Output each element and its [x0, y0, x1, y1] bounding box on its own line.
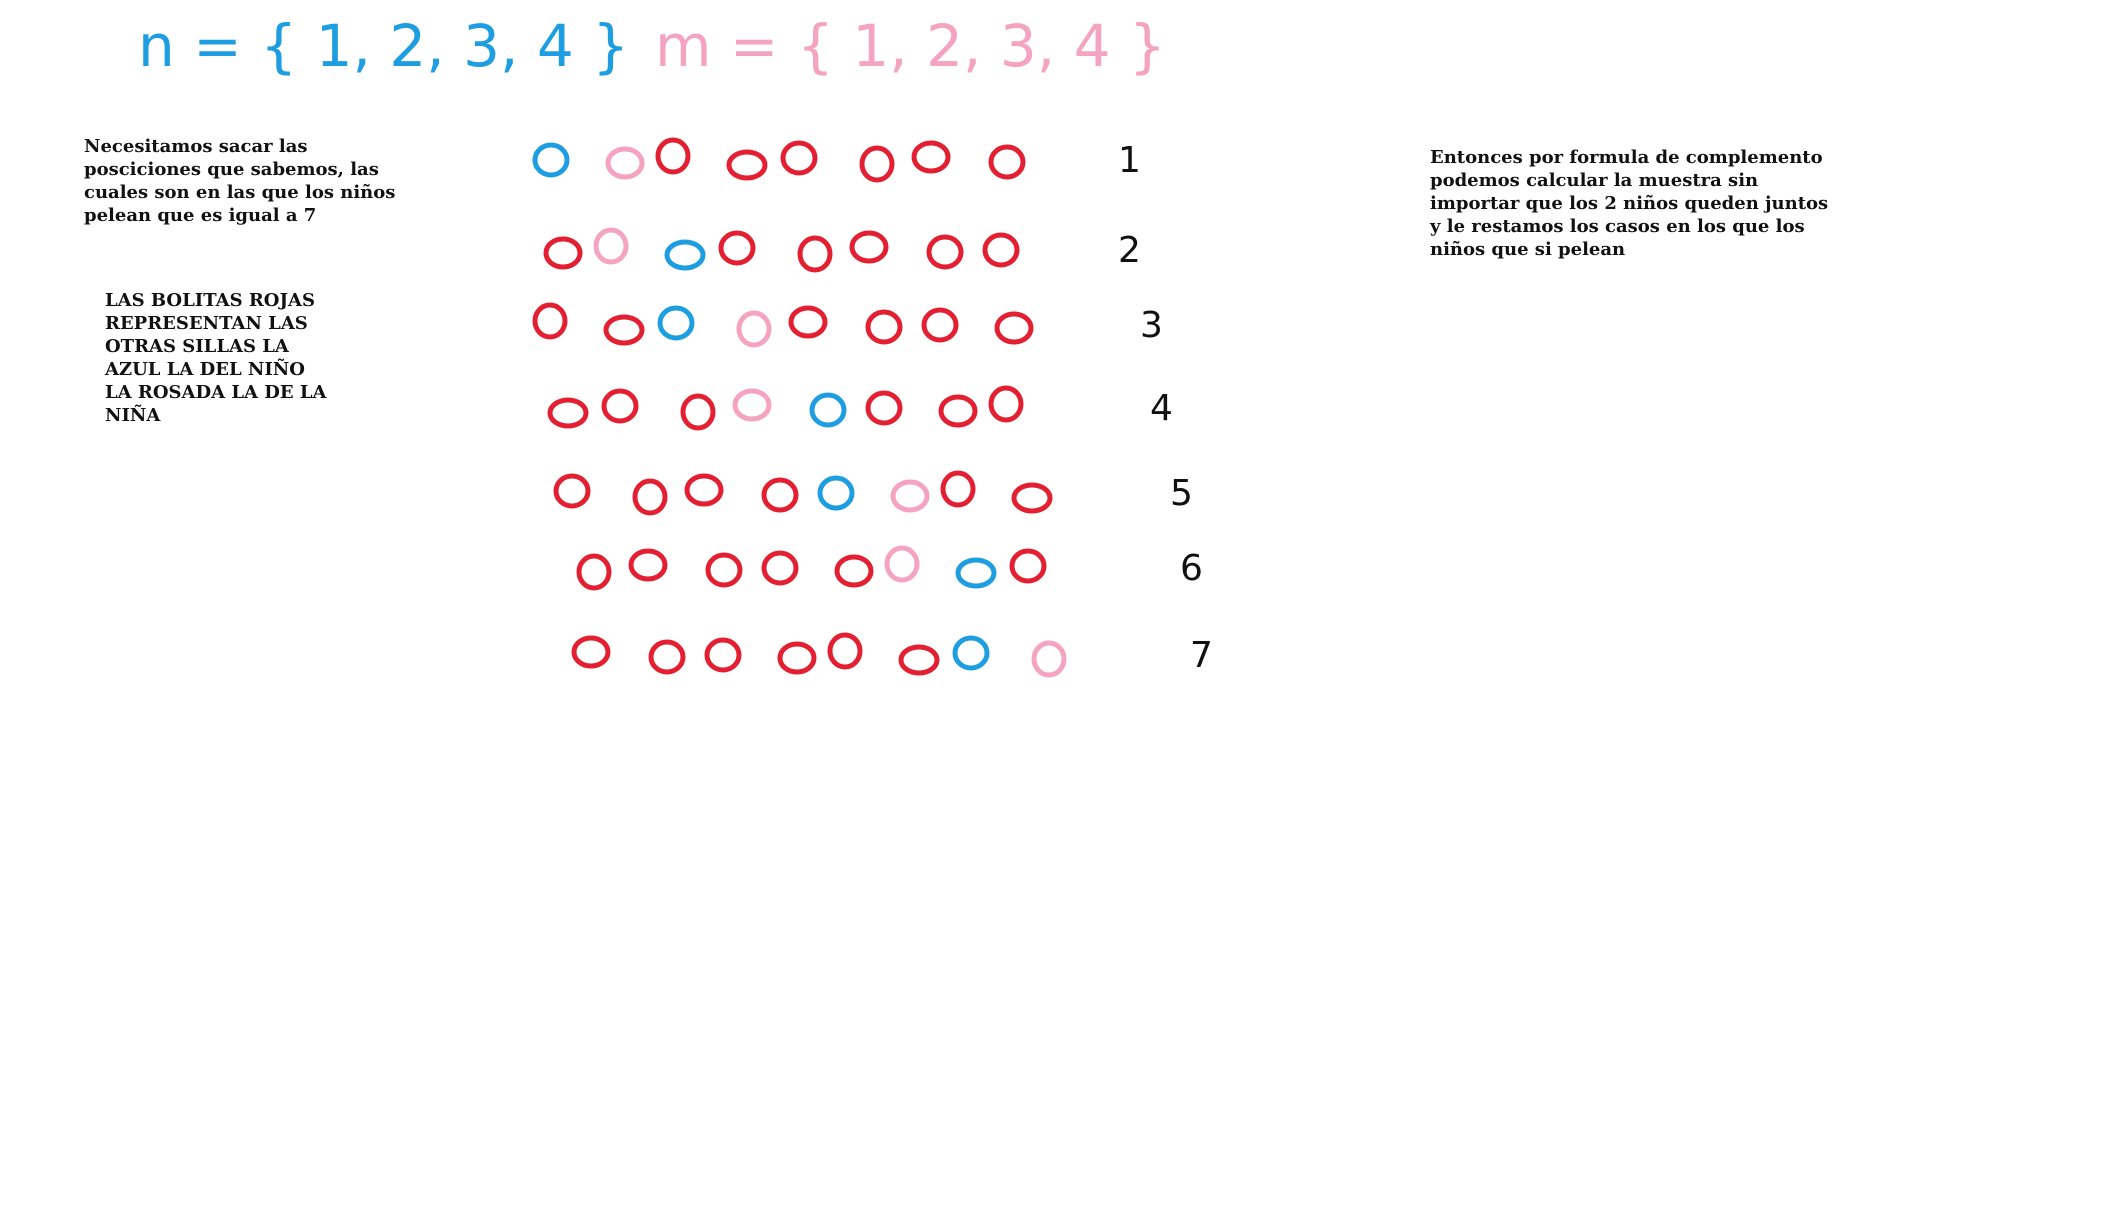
seat-row-2: [546, 230, 1141, 271]
red-seat: [943, 473, 973, 505]
red-seat: [683, 396, 713, 428]
red-seat: [1014, 485, 1050, 511]
pink-seat: [596, 230, 626, 262]
seat-row-6: [579, 548, 1203, 589]
red-seat: [708, 555, 740, 585]
red-seat: [631, 551, 665, 579]
red-seat: [985, 235, 1017, 265]
red-seat: [991, 388, 1021, 420]
color-legend-note: LAS BOLITAS ROJAS REPRESENTAN LAS OTRAS SILLAS LA AZUL LA DEL NIÑO LA ROSADA LA DE LA NIÑA: [105, 290, 327, 426]
pink-seat: [739, 313, 769, 345]
red-seat: [729, 152, 765, 178]
complement-formula-note: Entonces por formula de complemento podemos calcular la muestra sin importar que los 2 niños queden juntos y le restamos los casos en los que los niños que si pelean: [1430, 147, 1829, 260]
red-seat: [1012, 551, 1044, 581]
blue-seat: [820, 478, 852, 508]
pink-seat: [887, 548, 917, 580]
blue-seat: [535, 145, 567, 175]
blue-seat: [667, 242, 703, 268]
red-seat: [941, 397, 975, 425]
pink-seat: [735, 391, 769, 419]
explanation-note: Necesitamos sacar las posciciones que sabemos, las cuales son en las que los niños pelean que es igual a 7: [84, 136, 396, 226]
red-seat: [606, 317, 642, 343]
red-seat: [914, 143, 948, 171]
red-seat: [556, 476, 588, 506]
seat-row-3: [535, 305, 1163, 346]
blue-seat: [955, 638, 987, 668]
seat-row-1: [535, 140, 1141, 181]
red-seat: [550, 400, 586, 426]
row-number: 4: [1150, 388, 1173, 429]
blue-seat: [660, 308, 692, 338]
red-seat: [780, 644, 814, 672]
red-seat: [707, 640, 739, 670]
red-seat: [830, 635, 860, 667]
red-seat: [800, 238, 830, 270]
red-seat: [991, 147, 1023, 177]
red-seat: [721, 233, 753, 263]
red-seat: [535, 305, 565, 337]
red-seat: [852, 233, 886, 261]
pink-seat: [893, 482, 927, 510]
seat-row-7: [574, 635, 1213, 676]
red-seat: [579, 556, 609, 588]
row-number: 2: [1118, 230, 1141, 271]
red-seat: [901, 647, 937, 673]
row-number: 6: [1180, 548, 1203, 589]
red-seat: [658, 140, 688, 172]
red-seat: [764, 480, 796, 510]
red-seat: [862, 148, 892, 180]
red-seat: [764, 553, 796, 583]
row-number: 3: [1140, 305, 1163, 346]
red-seat: [868, 312, 900, 342]
set-n-label: n = { 1, 2, 3, 4 }: [138, 12, 630, 80]
row-number: 5: [1170, 473, 1193, 514]
seat-rows: [535, 140, 1213, 676]
pink-seat: [608, 149, 642, 177]
blue-seat: [958, 560, 994, 586]
red-seat: [791, 308, 825, 336]
red-seat: [687, 476, 721, 504]
red-seat: [546, 239, 580, 267]
blue-seat: [812, 395, 844, 425]
row-number: 7: [1190, 635, 1213, 676]
seat-row-5: [556, 473, 1193, 514]
seat-row-4: [550, 388, 1173, 429]
red-seat: [574, 638, 608, 666]
red-seat: [635, 481, 665, 513]
set-m-label: m = { 1, 2, 3, 4 }: [655, 12, 1166, 80]
red-seat: [929, 237, 961, 267]
pink-seat: [1034, 643, 1064, 675]
red-seat: [924, 310, 956, 340]
red-seat: [783, 143, 815, 173]
red-seat: [651, 642, 683, 672]
row-number: 1: [1118, 140, 1141, 181]
red-seat: [604, 391, 636, 421]
red-seat: [837, 557, 871, 585]
red-seat: [997, 314, 1031, 342]
red-seat: [868, 393, 900, 423]
